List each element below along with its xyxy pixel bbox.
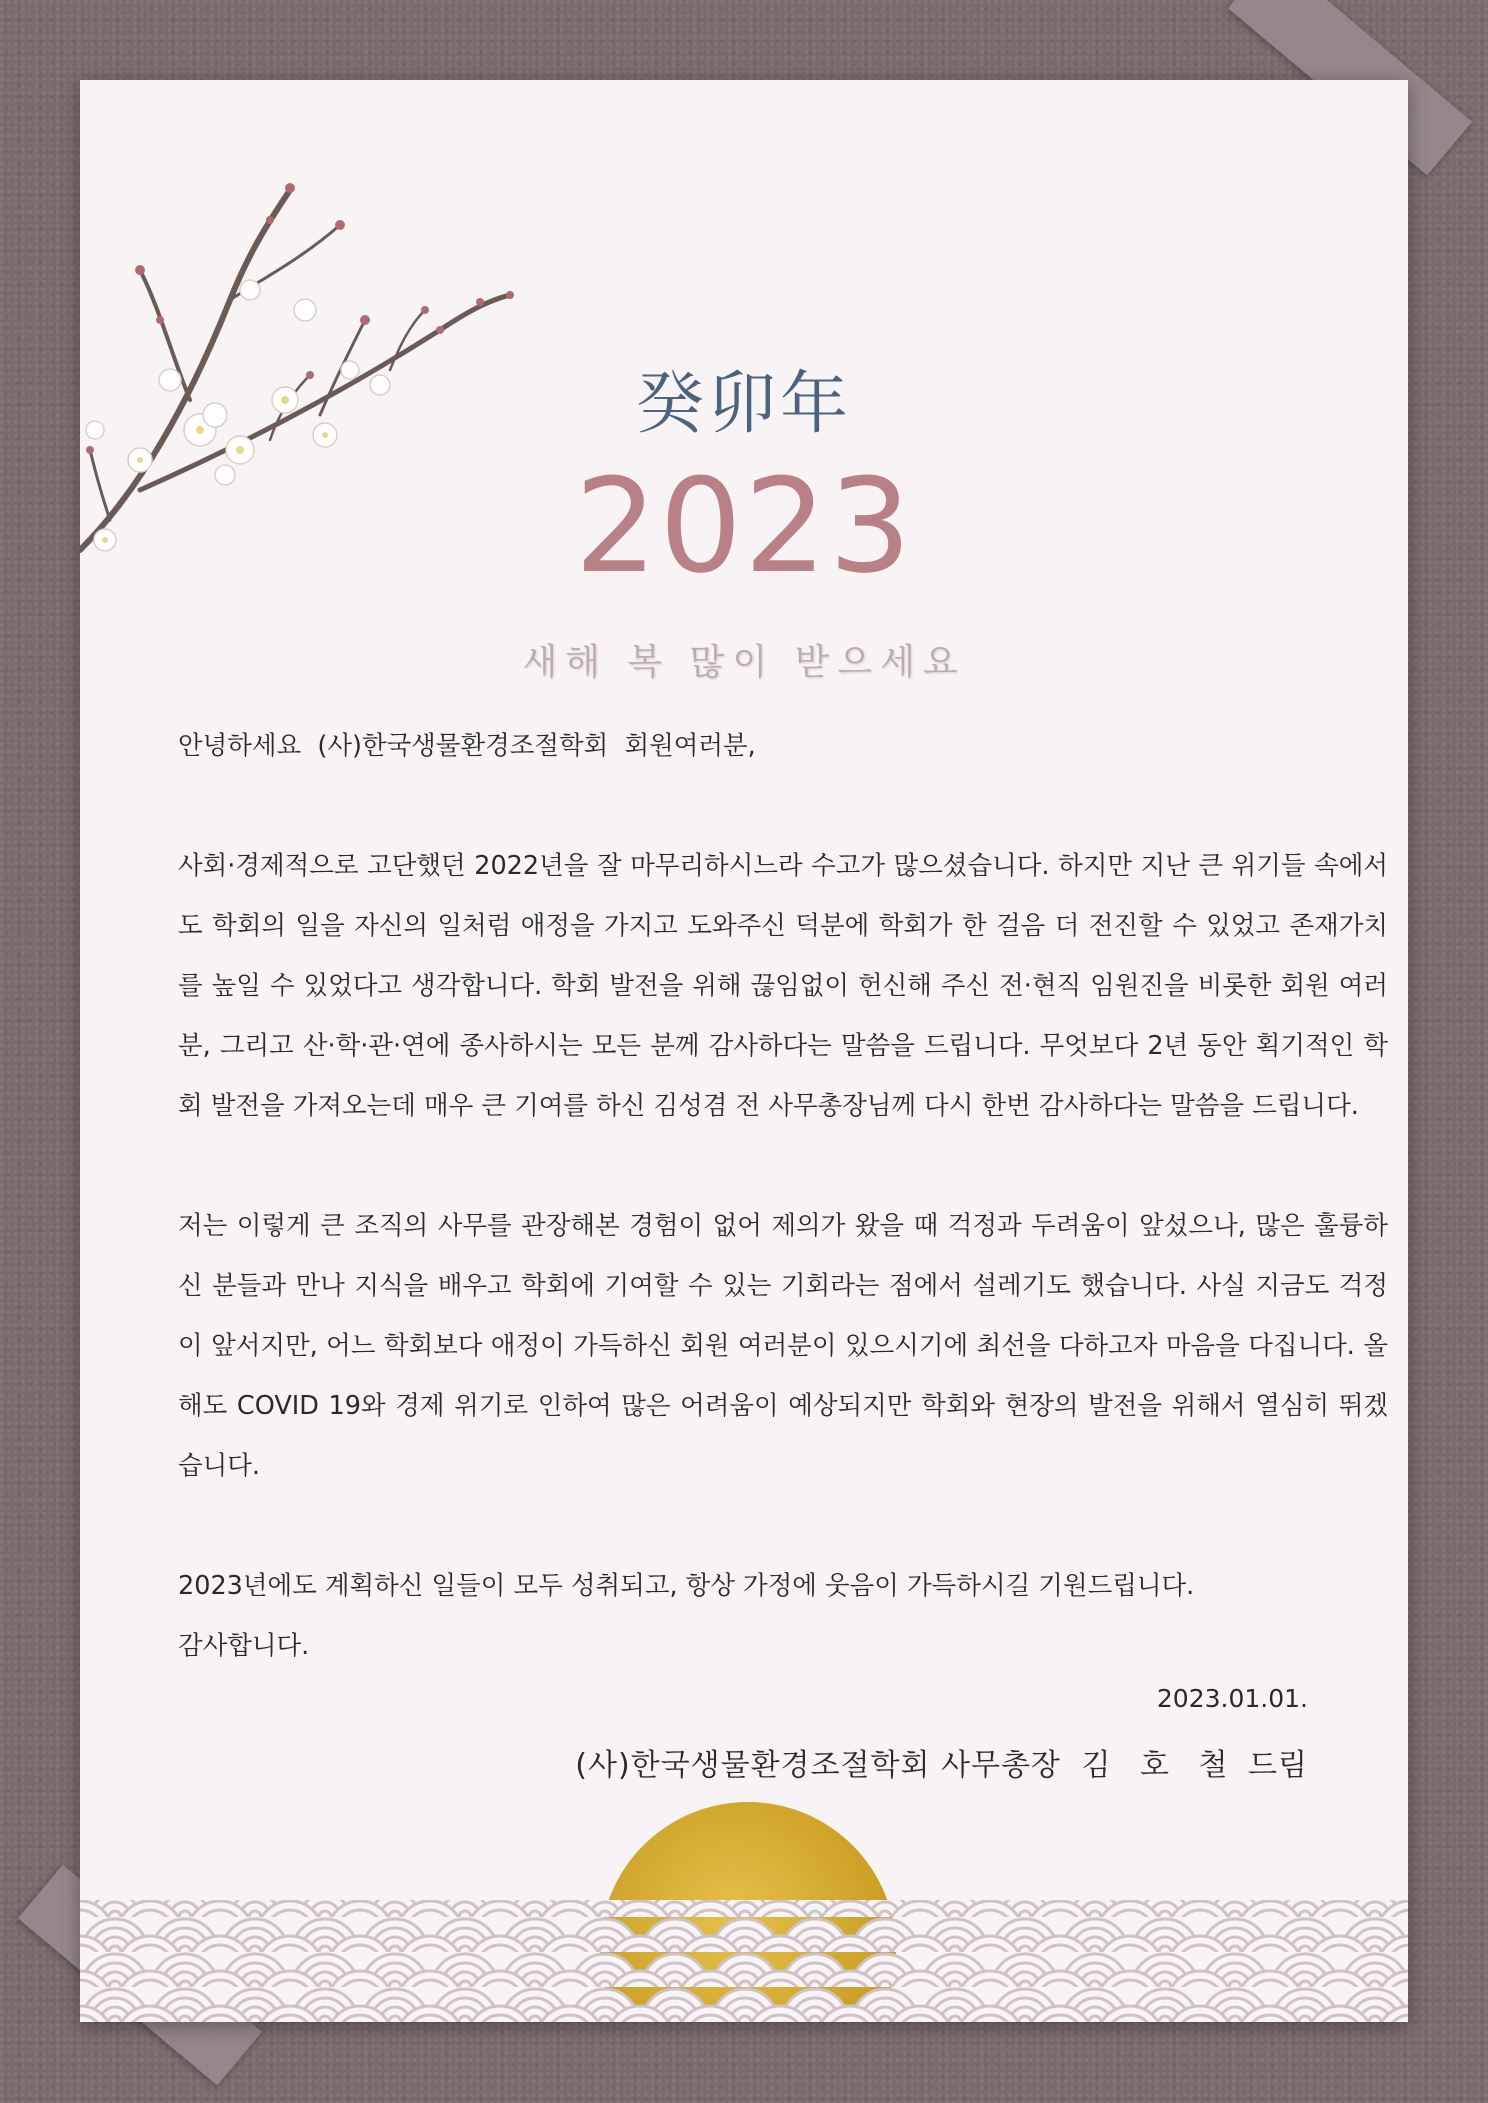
letter-date: 2023.01.01. — [1156, 1684, 1308, 1713]
year-title: 2023 — [574, 450, 914, 602]
sender-name: 김 호 철 — [1081, 1748, 1238, 1783]
seigaiha-wave-pattern — [80, 1882, 1408, 2022]
paragraph-3: 2023년에도 계획하신 일들이 모두 성취되고, 항상 가정에 웃음이 가득하시길 기원드립니다. — [178, 1571, 1195, 1601]
closing: 감사합니다. — [178, 1631, 310, 1661]
paragraph-1: 사회·경제적으로 고단했던 2022년을 잘 마무리하시느라 수고가 많으셨습니다. 하지만 지난 큰 위기들 속에서도 학회의 일을 자신의 일처럼 애정을 가지고 도와주신 덕분에 학회가 한 걸음 더 전진할 수 있었고 존재가치를 높일 수 있었다고 생각합니다. 학회 발전을 위해 끊임없이 헌신해 주신 전·현직 임원진을 비롯한 회원 여러분, 그리고 산·학·관·연에 종사하시는 모든 분께 감사하다는 말씀을 드립니다. 무엇보다 2년 동안 획기적인 학회 발전을 가져오는데 매우 큰 기여를 하신 김성겸 전 사무총장님께 다시 한번 감사하다는 말씀을 드립니다. — [178, 851, 1388, 1121]
signature — [575, 1740, 1308, 1784]
salutation: 안녕하세요 (사)한국생물환경조절학회 회원여러분, — [178, 731, 756, 761]
letter-paper — [80, 80, 1408, 2022]
hanja-year-title: 癸卯年 — [635, 365, 852, 444]
new-year-greeting: 새해 복 많이 받으세요 — [522, 642, 966, 683]
sender-title: (사)한국생물환경조절학회 사무총장 — [575, 1748, 1061, 1783]
paragraph-2: 저는 이렇게 큰 조직의 사무를 관장해본 경험이 없어 제의가 왔을 때 걱정과 두려움이 앞섰으나, 많은 훌륭하신 분들과 만나 지식을 배우고 학회에 기여할 수 있는 기회라는 점에서 설레기도 했습니다. 사실 지금도 걱정이 앞서지만, 어느 학회보다 애정이 가득하신 회원 여러분이 있으시기에 최선을 다하고자 마음을 다집니다. 올해도 COVID 19와 경제 위기로 인하여 많은 어려움이 예상되지만 학회와 현장의 발전을 위해서 열심히 뛰겠습니다. — [178, 1211, 1388, 1481]
letter-body — [178, 716, 1388, 1676]
sender-suffix: 드림 — [1248, 1748, 1308, 1783]
